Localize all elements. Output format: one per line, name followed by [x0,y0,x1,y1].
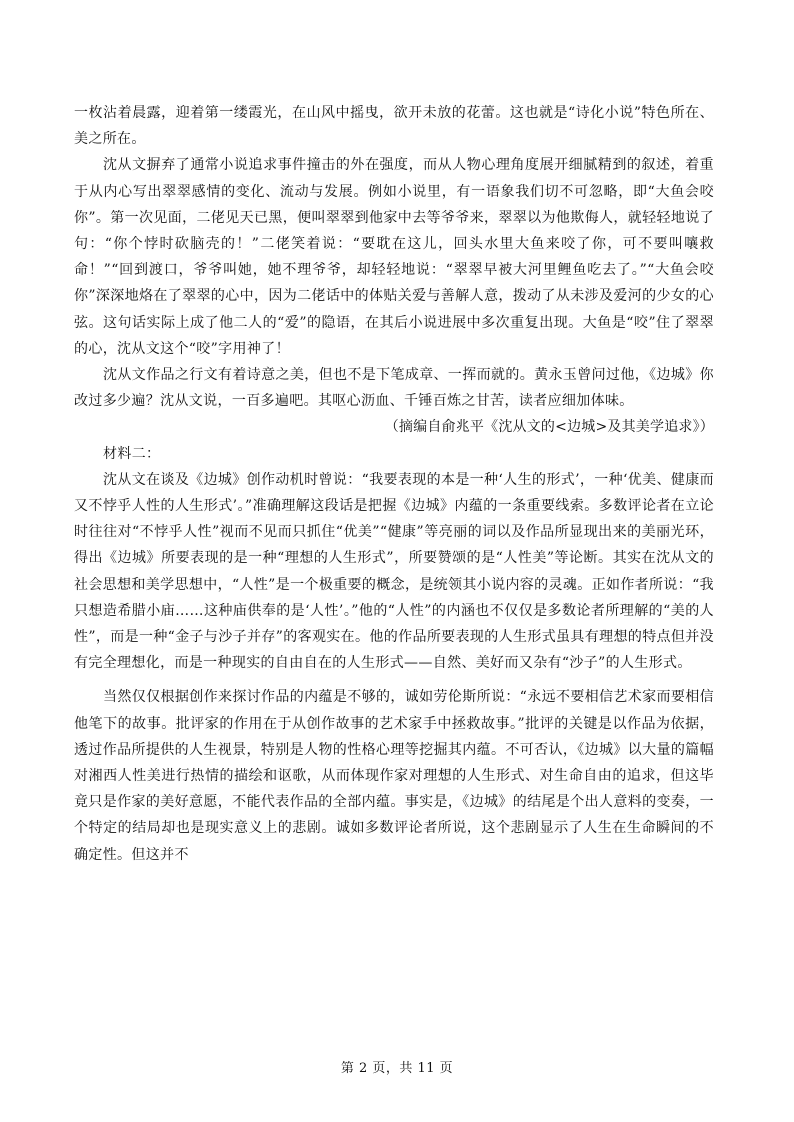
material-two-heading: 材料二： [103,445,161,462]
paragraph-criticism: 当然仅仅根据创作来探讨作品的内蕴是不够的，诚如劳伦斯所说：“永远不要相信艺术家而要相信他笔下的故事。批评家的作用在于从创作故事的艺术家手中拯救故事。”批评的关键是以作品为依据，透过作品所提供的人生视景，特别是人物的性格心理等挖掘其内蕴。不可否认，《边城》以大量的篇幅对湘西人性美进行热情的描绘和讴歌，从而体现作家对理想的人生形式、对生命自由的追求，但这毕竟只是作家的美好意愿，不能代表作品的全部内蕴。事实是，《边城》的结尾是个出人意料的变奏，一个特定的结局却也是现实意义上的悲剧。诚如多数评论者所说，这个悲剧显示了人生在生命瞬间的不确定性。但这并不 [74,689,714,863]
paragraph-revision-note: 沈从文作品之行文有着诗意之美，但也不是下笔成章、一挥而就的。黄永玉曾问过他，《边城》你改过多少遍？沈从文说，一百多遍吧。其呕心沥血、千锤百炼之甘苦，读者应细加体味。 [74,367,714,410]
source-citation: （摘编自俞兆平《沈从文的<边城>及其美学追求》） [384,419,714,436]
page-number: 第 2 页，共 11 页 [340,1061,454,1076]
paragraph-narrative-analysis: 沈从文摒弃了通常小说追求事件撞击的外在强度，而从人物心理角度展开细腻精到的叙述，着重于从内心写出翠翠感情的变化、流动与发展。例如小说里，有一语象我们切不可忽略，即“大鱼会咬你”。第一次见面，二佬见天已黑，便叫翠翠到他家中去等爷爷来，翠翠以为他欺侮人，就轻轻地说了句：“你个悖时砍脑壳的！”二佬笑着说：“要耽在这儿，回头水里大鱼来咬了你，可不要叫嚷救命！”“回到渡口，爷爷叫她，她不理爷爷，却轻轻地说：“翠翠早被大河里鲤鱼吃去了。”“大鱼会咬你”深深地烙在了翠翠的心中，因为二佬话中的体贴关爱与善解人意，拨动了从未涉及爱河的少女的心弦。这句话实际上成了他二人的“爱”的隐语，在其后小说进展中多次重复出现。大鱼是“咬”住了翠翠的心，沈从文这个“咬”字用神了！ [74,157,714,357]
paragraph-humanity-theme: 沈从文在谈及《边城》创作动机时曾说：“我要表现的本是一种‘人生的形式’，一种‘优美、健康而又不悖乎人性的人生形式’。”准确理解这段话是把握《边城》内蕴的一条重要线索。多数评论者在立论时往往对“不悖乎人性”视而不见而只抓住“优美”“健康”等亮丽的词以及作品所显现出来的美丽光环，得出《边城》所要表现的是一种“理想的人生形式”，所要赞颂的是“人性美”等论断。其实在沈从文的社会思想和美学思想中，“人性”是一个极重要的概念，是统领其小说内容的灵魂。正如作者所说：“我只想造希腊小庙……这种庙供奉的是‘人性’。”他的“人性”的内涵也不仅仅是多数论者所理解的“美的人性”，而是一种“金子与沙子并存”的客观实在。他的作品所要表现的人生形式虽具有理想的特点但并没有完全理想化，而是一种现实的自由自在的人生形式——自然、美好而又杂有“沙子”的人生形式。 [74,471,714,672]
document-body [74,100,714,868]
paragraph-continuation: 一枚沾着晨露，迎着第一缕霞光，在山风中摇曳，欲开未放的花蕾。这也就是“诗化小说”特色所在、美之所在。 [74,105,714,148]
